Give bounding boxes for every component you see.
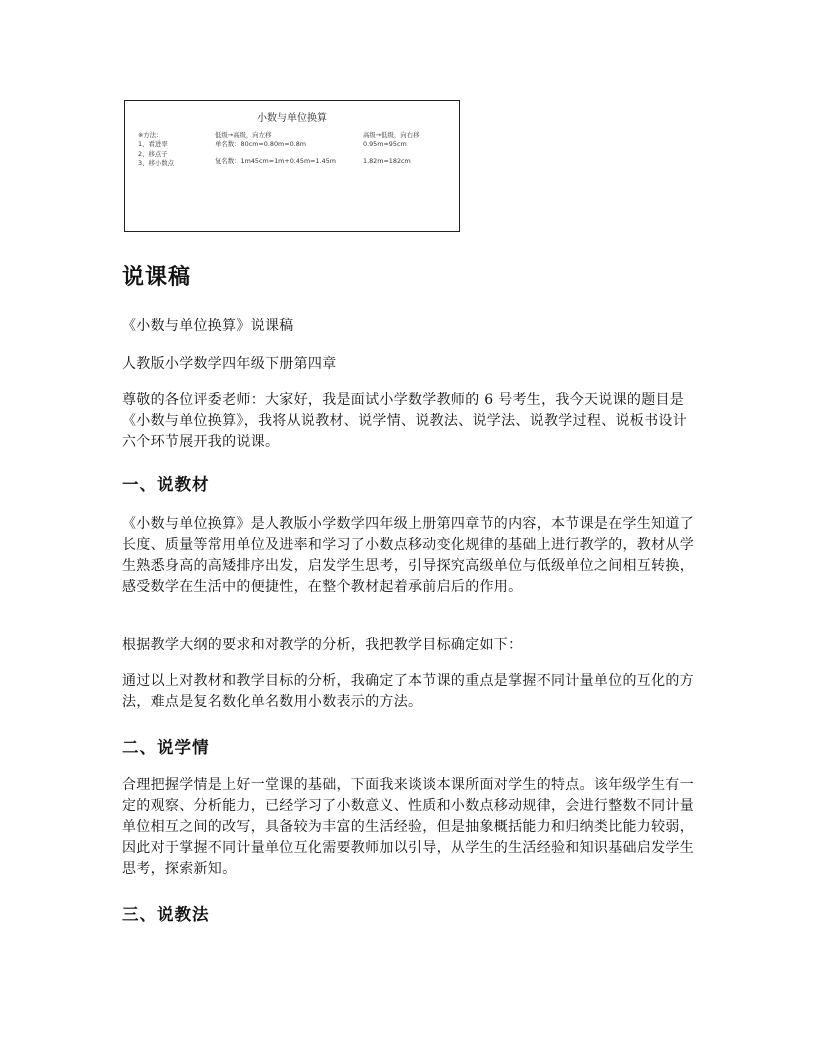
- document-title: 说课稿: [122, 265, 192, 290]
- board-method-line: 2、移点子: [138, 149, 168, 158]
- objectives-paragraph: 根据教学大纲的要求和对教学的分析，我把教学目标确定如下：: [122, 637, 523, 653]
- board-high-to-low-column: [363, 131, 419, 166]
- edition-line: 人教版小学数学四年级下册第四章: [122, 356, 337, 372]
- board-right-line: 0.95m=95cm: [363, 140, 407, 149]
- board-right-heading: 高级→低级，向右移: [363, 131, 420, 139]
- lesson-subtitle: 《小数与单位换算》说课稿: [122, 318, 294, 334]
- board-method-line: ※方法：: [138, 131, 163, 139]
- board-mid-line: 复名数：1m45cm=1m+0.45m=1.45m: [215, 156, 336, 165]
- board-title: 小数与单位换算: [257, 113, 327, 124]
- section-heading-teaching-methods: 三、说教法: [122, 905, 210, 924]
- board-method-column: [138, 131, 174, 168]
- students-paragraph: 合理把握学情是上好一堂课的基础，下面我来谈谈本课所面对学生的特点。该年级学生有一定的观察、分析能力，已经学习了小数意义、性质和小数点移动规律，会进行整数不同计量单位相互之间的改写，具备较为丰富的生活经验，但是抽象概括能力和归纳类比能力较弱，因此对于掌握不同计量单位互化需要教师加以引导，从学生的生活经验和知识基础启发学生思考，探索新知。: [122, 777, 694, 877]
- section-heading-materials: 一、说教材: [122, 475, 210, 494]
- board-mid-heading: 低级→高级，向左移: [215, 131, 272, 139]
- board-low-to-high-column: [215, 131, 336, 166]
- board-method-line: 1、看进率: [138, 140, 168, 149]
- board-mid-line: 单名数：80cm=0.80m=0.8m: [215, 140, 306, 149]
- section-heading-students: 二、说学情: [122, 738, 210, 757]
- materials-paragraph: 《小数与单位换算》是人教版小学数学四年级上册第四章节的内容，本节课是在学生知道了长度、质量等常用单位及进率和学习了小数点移动变化规律的基础上进行教学的，教材从学生熟悉身高的高矮排序出发，启发学生思考，引导探究高级单位与低级单位之间相互转换，感受数学在生活中的便捷性，在整个教材起着承前启后的作用。: [122, 516, 694, 595]
- board-method-line: 3、移小数点: [138, 158, 175, 167]
- blackboard-design-figure: [124, 100, 460, 232]
- key-points-paragraph: 通过以上对教材和教学目标的分析，我确定了本节课的重点是掌握不同计量单位的互化的方法，难点是复名数化单名数用小数表示的方法。: [122, 673, 694, 710]
- intro-paragraph: 尊敬的各位评委老师：大家好，我是面试小学数学教师的 6 号考生，我今天说课的题目是《小数与单位换算》，我将从说教材、说学情、说教法、说学法、说教学过程、说板书设计六个环节展开我的说课。: [122, 392, 687, 450]
- board-right-line: 1.82m=182cm: [363, 156, 411, 165]
